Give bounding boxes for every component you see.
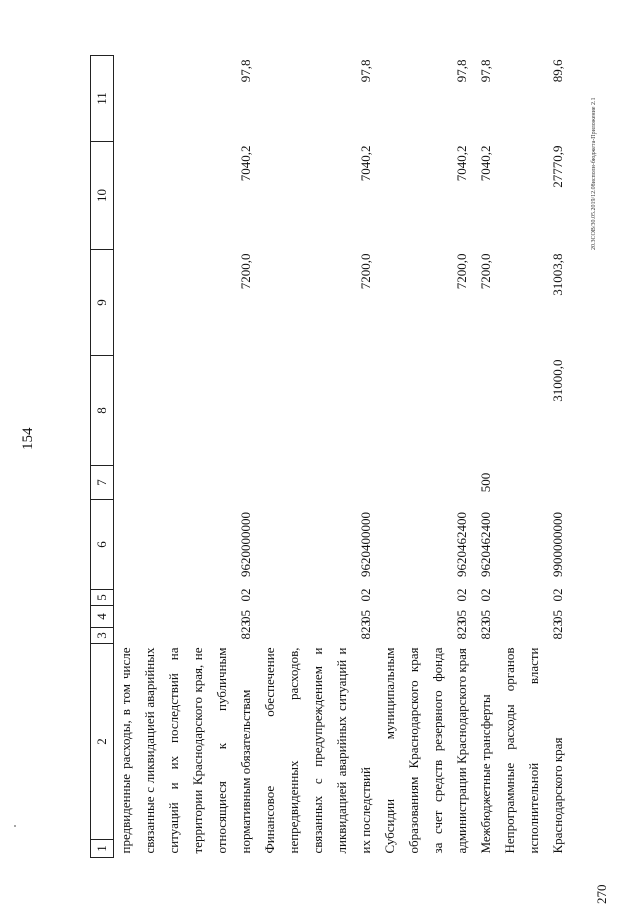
cell-code-5: 02	[478, 588, 493, 602]
cell-code-4: 05	[478, 610, 493, 623]
cell-code-6: 9620000000	[238, 512, 253, 577]
cell-code-3: 823	[478, 620, 493, 640]
scan-speck	[14, 825, 16, 827]
cell-code-5: 02	[454, 588, 469, 602]
cell-value-10: 7040,2	[238, 145, 253, 182]
row-description: Непрограммные расходы органов исполнительной власти Краснодарского края	[502, 647, 565, 854]
cell-code-7	[114, 466, 259, 500]
header-cell-6: 6	[91, 500, 114, 590]
header-cell-5: 5	[91, 590, 114, 606]
cell-code-7	[498, 466, 570, 500]
cell-value-8: 31000,0	[550, 359, 565, 402]
cell-value-11: 97,8	[478, 59, 493, 83]
cell-value-11: 97,8	[454, 59, 469, 83]
cell-value-10: 7040,2	[454, 145, 469, 182]
cell-code-5: 02	[238, 588, 253, 602]
row-description: предвиденные расходы, в том числе связанные с ликвидацией аварийных ситуаций и их последствий на территории Краснодарского края, не относящиеся к публичным нормативным обязательствам	[118, 647, 253, 854]
bottom-page-number: 270	[594, 884, 609, 904]
budget-table-rotated	[90, 56, 635, 858]
cell-value-9: 7200,0	[478, 253, 493, 290]
cell-value-11: 89,6	[550, 59, 565, 83]
cell-code-6: 9620400000	[358, 512, 373, 577]
header-cell-4: 4	[91, 606, 114, 628]
table-row	[378, 56, 474, 858]
table-row	[498, 56, 570, 858]
cell-code-3: 823	[238, 620, 253, 640]
cell-code-6: 9900000000	[550, 512, 565, 577]
cell-value-8	[378, 356, 474, 466]
header-cell-2: 2	[91, 644, 114, 840]
header-cell-1: 1	[91, 840, 114, 858]
cell-value-8	[114, 356, 259, 466]
header-row	[91, 56, 114, 858]
table-row	[114, 56, 259, 858]
cell-code-4: 05	[358, 610, 373, 623]
header-cell-11: 11	[91, 56, 114, 142]
cell-value-9: 7200,0	[454, 253, 469, 290]
cell-code-3: 823	[358, 620, 373, 640]
cell-value-8	[474, 356, 498, 466]
table-row	[258, 56, 378, 858]
cell-code-4: 05	[238, 610, 253, 623]
cell-value-9: 7200,0	[358, 253, 373, 290]
cell-code-7: 500	[478, 472, 493, 493]
cell-code-5: 02	[358, 588, 373, 602]
page-number: 154	[20, 427, 36, 450]
cell-code-7	[258, 466, 378, 500]
row-description: Субсидии муниципальным образованиям Краснодарского края за счет средств резервного фонда администрации Краснодарского края	[382, 647, 469, 854]
cell-value-9: 7200,0	[238, 253, 253, 290]
cell-code-6: 9620462400	[478, 512, 493, 577]
header-cell-3: 3	[91, 628, 114, 644]
footer-file-path: 20.3СОВ/30.05.2019/12.08исполн-бюджета-Приложение 2.1	[591, 97, 597, 250]
cell-code-3: 823	[454, 620, 469, 640]
cell-value-10: 27770,9	[550, 145, 565, 188]
cell-value-10: 7040,2	[478, 145, 493, 182]
row-description: Финансовое обеспечение непредвиденных расходов, связанных с предупреждением и ликвидацией аварийных ситуаций и их последствий	[262, 647, 373, 854]
cell-value-9: 31003,8	[550, 253, 565, 296]
cell-code-4: 05	[454, 610, 469, 623]
cell-value-8	[258, 356, 378, 466]
header-cell-10: 10	[91, 142, 114, 250]
row-description: Межбюджетные трансферты	[478, 694, 493, 854]
cell-value-11: 97,8	[358, 59, 373, 83]
cell-code-4: 05	[550, 610, 565, 623]
cell-value-10: 7040,2	[358, 145, 373, 182]
table-row	[474, 56, 498, 858]
cell-value-11: 97,8	[238, 59, 253, 83]
header-cell-8: 8	[91, 356, 114, 466]
cell-code-7	[378, 466, 474, 500]
cell-code-3: 823	[550, 620, 565, 640]
cell-code-5: 02	[550, 588, 565, 602]
budget-table	[90, 55, 570, 858]
header-cell-7: 7	[91, 466, 114, 500]
cell-code-6: 9620462400	[454, 512, 469, 577]
header-cell-9: 9	[91, 250, 114, 356]
